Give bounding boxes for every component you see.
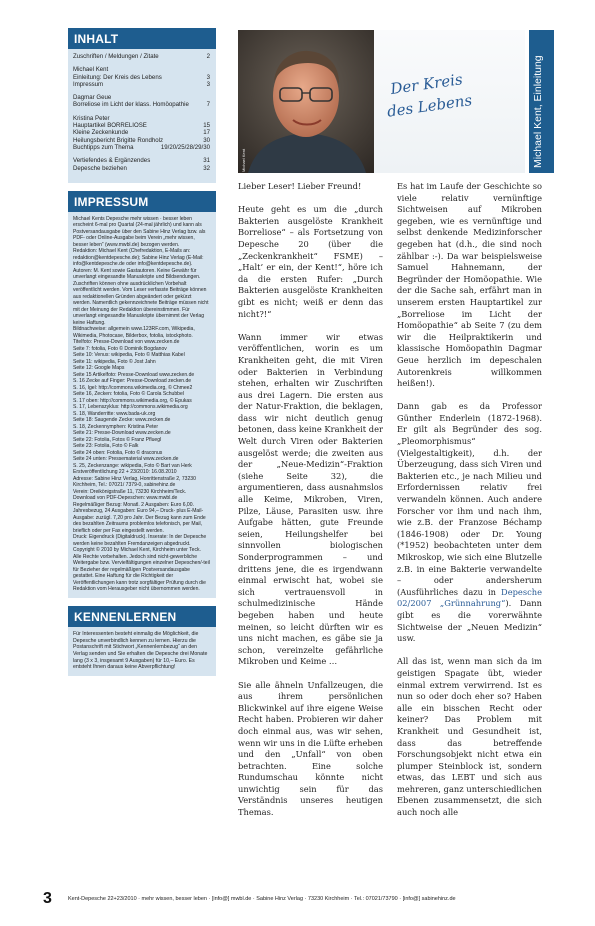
page-number: 3 [43,890,52,907]
text-span: ). Dann gibt es die vorerwähnte Sichtweise der „Neuen Medizin“ usw. [397,598,542,644]
impressum-heading: IMPRESSUM [68,191,216,212]
toc-entry[interactable] [73,81,210,88]
impressum-line: Seite 15 Artikelfoto: Presse-Download www.zecken.de [73,371,195,378]
sidebar [68,28,216,676]
impressum-line: Seite 10: Venus: wikipedia, Foto © Matthias Kabel [73,352,185,359]
toc-entry-label: Buchtipps zum Thema [73,143,134,151]
script-title-line1: Der Kreis [389,70,464,99]
toc-entry-label: Depesche beziehen [73,164,127,172]
impressum-line: S. 16, Igel: http://commons.wikimedia.org, © Chmee2 [73,384,193,391]
kennenlernen-heading: KENNENLERNEN [68,606,216,627]
text-span: Dann gab es da Professor Günther Enderlein (1872-1968). Er gilt als Begründer des sog. „Pleomorphismus“ (Vielgestaltigkeit), d.h. der Überzeugung, dass sich Viren und Bakterien etc., je nach Milieu und Erfordernissen relativ frei verwandeln können. Auch andere Forscher vor ihm und nach ihm, wie z.B. der Franzose Béchamp (1846-1908) oder Dr. Young (*1952) beobachteten unter dem Mikroskop, wie sich eine Blutzelle z.B. in eine Bakterie verwandelte – oder andersherum (Ausführliches dazu in [397,401,542,597]
toc-group [73,66,210,88]
toc-entry-label: Zuschriften / Meldungen / Zitate [73,53,159,60]
depesche-link[interactable]: Depesche 02/2007 „Grünnahrung“ [397,586,542,609]
article-column-2 [397,181,542,819]
impressum-line: S. 18, Wanderritte: www.bada-uk.org [73,410,156,417]
article-paragraph [397,401,542,644]
header-photo [238,30,525,173]
impressum-line: Druck: Eigendruck (Digitaldruck). Inserate: In der Depesche werden keine bezahlten Fremdanzeigen abgedruckt. [73,534,207,547]
toc-entry-label: Einleitung: Der Kreis des Lebens [73,73,162,81]
impressum-line: Bildnachweise: allgemein www.123RF.com, Wikipedia, Wikimedia, Photocase, Bilderbox, fotolia, istockphoto. [73,326,195,339]
toc-entry-label: Heilungsbericht Brigitte Rondholz [73,136,164,144]
impressum-line: Seite 21: Presse-Download www.zecken.de [73,430,171,437]
toc-group [73,157,210,172]
impressum-line: Seite 23: Fotolia, Foto © Falk [73,443,139,450]
impressum-line: Seite 24 oben: Fotolia, Foto © draconus [73,449,163,456]
impressum-line: Seite 16, Zecken: fotolia, Foto © Carola Schubbel [73,391,184,398]
impressum-line: Seite 22: Fotolia, Fotos © Franz Pfluegl [73,436,162,443]
toc-entry[interactable] [73,165,210,172]
impressum-text [68,212,216,598]
impressum-line: S. 16 Zecke auf Finger: Presse-Download zecken.de [73,378,192,385]
impressum-line: Redaktion: Michael Kent (Chefredaktion, E-Mails an: redaktion@kentdepesche.de); Sabine Hinz Verlag (E-Mail: info@kentdepesche.de oder info@kentdepesche.de). [73,248,204,268]
inhalt-heading: INHALT [68,28,216,49]
toc-entry-page: 7 [206,101,210,109]
toc-entry-page: 30 [203,136,210,144]
toc-entry[interactable] [73,129,210,136]
toc-entry[interactable] [73,66,210,73]
toc-entry-page: 2 [206,53,210,60]
impressum-line: Autoren: M. Kent sowie Gastautoren. Keine Gewähr für unverlangt eingesandte Manuskripte und Bildsendungen. Zuschriften können ohne ausdrücklichen Vorbehalt veröffentlicht werden. Vom Leser verfasste Beiträge können aus redaktionellen Gründen abgeändert oder gekürzt werden. Namentlich gekennzeichnete Beiträge müssen nicht mit der Meinung der Redaktion übereinstimmen. Für unverlangt eingesandte Manuskripte übernimmt der Verlag keine Haftung. [73,267,209,326]
toc-entry-page: 19/20/25/28/29/30 [160,143,210,151]
impressum-line: Seite 11: wikipedia, Foto © Jost Jahn [73,358,156,365]
toc-entry[interactable] [73,122,210,129]
toc-entry[interactable] [73,157,210,164]
toc-entry[interactable] [73,94,210,101]
impressum-line: Erstveröffentlichung 22 + 23/2010: 16.08.2010 [73,469,177,476]
article-column-1 [238,181,383,830]
impressum-line: Regelmäßiger Bezug: Monatl. 2 Ausgaben: Euro 6,00. Jahresbezug, 24 Ausgaben: Euro 94,– Druck- plus E-Mail-Ausgabe: zuzügl. 7,20 pro Jahr. Der Bezug kann zum Ende des bezahlten Zeitraums problemlos telefonisch, per Mail, brieflich oder per Fax eingestellt werden. [73,501,206,534]
toc-group [73,53,210,60]
article-paragraph: Wann immer wir etwas veröffentlichen, worin es um Krankheiten geht, die mit Viren oder Bakterien in Verbindung stehen, erhalten wir Zuschriften aus drei Lagern. Die ersten aus der Natur-Fraktion, die beklagen, dass wir nicht deutlich genug betonen, dass keine Krankheit der Welt durch Viren oder Bakterien ausgelöst werde; die zweiten aus der „Neue-Medizin“-Fraktion (siehe Seite 32), die argumentieren, dass ausnahmslos alle Keime, Mikroben, Viren, Pilze, Läuse, Parasiten usw. ihre Aufgabe hätten, gute Freunde seien, Heilungshelfer bei sinnvollen biologischen Sonderprogrammen – und drittens jene, die es irgendwann einmal erwischt hat, wobei sie sich vertrauensvoll in schulmedizinische Hände begeben haben und heute meinen, so leicht dürften wir es uns nicht machen, es gäbe sie ja schon, vereinzelte gefährliche Mikroben und Keime … [238,331,383,667]
page-footer: Kent-Depesche 22+23/2010 · mehr wissen, besser leben · [info@] mwbl.de · Sabine Hinz Verlag · 73230 Kirchheim · Tel.: 07021/73790 · [info@] sabinehinz.de [68,896,456,902]
toc-entry-page: 3 [206,80,210,88]
toc-entry-page: 17 [203,129,210,137]
impressum-line: Seite 24 unten: Pressematerial www.zecken.de [73,456,179,463]
toc-entry-label: Dagmar Geue [73,94,112,102]
impressum-line: Adresse: Sabine Hinz Verlag, Honrittenstraße 2, 73230 Kirchheim, Tel.: 07021/ 7379-0, sabinehinz.de [73,475,196,489]
toc-entry[interactable] [73,144,210,151]
article-paragraph: All das ist, wenn man sich da im geistigen Spagate übt, wieder einmal extrem verwirrend. Ist es nun so oder doch eher so? Haben alle ein bisschen Recht oder keiner? Das Problem mit Krankheit und Gesundheit ist, dass das betreffende Forschungsobjekt nicht etwa ein plumper Steinblock ist, sondern etwas, das LEBT und sich aus mehreren, ganz unterschiedlichen Ebenen zusammensetzt, die sich auch noch alle [397,656,542,818]
table-of-contents [68,49,216,183]
toc-entry-page: 31 [203,157,210,165]
toc-entry-page: 3 [206,73,210,81]
article-paragraph: Lieber Leser! Lieber Freund! [238,181,362,191]
toc-entry[interactable] [73,101,210,108]
kennenlernen-text: Für Interessenten besteht einmalig die Möglichkeit, die Depesche unverbindlich kennen zu lernen. Hierzu die Postanschrift mit Stichwort „Kennenlernbezug“ an den Verlag senden und Sie erhalten die Depesche drei Monate lang (3 x 3, insgesamt 9 Ausgaben) für 10,– Euro. Es entsteht Ihnen daraus keine Abverpflichtung! [68,627,216,676]
toc-entry-label: Kleine Zeckenkunde [73,129,129,137]
toc-entry-label: Kristina Peter [73,114,110,122]
toc-entry-label: Vertiefendes & Ergänzendes [73,157,151,165]
toc-entry-page: 32 [203,164,210,172]
impressum-line: Seite 7: fotolia, Foto © Dominik Bogdanov [73,345,167,352]
section-label: Michael Kent, Einleitung [532,55,544,168]
impressum-line: S. 18, Zeckennymphen: Kristina Peter [73,423,158,430]
toc-entry-label: Impressum [73,80,104,88]
toc-entry[interactable] [73,74,210,81]
article-paragraph: Sie alle ähneln Unfallzeugen, die aus ihrem persönlichen Blickwinkel auf ihre eigene Weise Recht haben. Probieren wir daher doch einmal aus, was wir sehen, wenn wir uns in die Lüfte erheben und den „Unfall“ von oben betrachten. Eine solche Rundumschau könnte nicht unwichtig sein für das Verständnis unseres heutigen Themas. [238,679,383,818]
impressum-line: Michael Kents Depesche mehr wissen · besser leben erscheint 6-mal pro Quartal (24-mal jährlich) und kann als Postversandausgabe über den Sabine Hinz Verlag bzw. als PDF- oder Online-Ausgabe beim Verein „mehr wissen, besser leben“ (www.mwbl.de) bezogen werden. [73,215,206,248]
impressum-line: S. 17 oben: http://commons.wikimedia.org, © Epukas [73,397,192,404]
impressum-line: Seite 18: Saugende Zecke: www.zecken.de [73,417,171,424]
impressum-line: S. 17, Lebenszyklus: http://commons.wikimedia.org [73,404,188,411]
photo-credit: Michael Kent [241,148,246,172]
toc-entry-label: Hauptartikel BORRELIOSE [73,122,147,130]
toc-group [73,94,210,109]
impressum-line: Seite 12: Google Maps [73,365,125,372]
toc-entry[interactable] [73,53,210,60]
toc-entry[interactable] [73,137,210,144]
author-portrait [238,30,374,173]
article-paragraph: Es hat im Laufe der Geschichte so viele relativ vernünftige Sichtweisen auf Mikroben gegeben, wie es vernünftige und selbst denkende Medizinforscher gegeben hat (d.h., die sind noch zählbar :-). Da war beispielsweise Samuel Hahnemann, der Begründer der Homöopathie. Wie der die Sache sah, erfährt man in unserem ersten Hauptartikel zur „Borreliose im Licht der Homöopathie“ ab Seite 7 (zu dem wir die Heilpraktikerin und klassische Homöopathin Dagmar Geue herzlich im depeschalen Autorenkreis willkommen heißen!). [397,181,542,389]
toc-entry[interactable] [73,115,210,122]
impressum-line: Copyright © 2010 by Michael Kent, Kirchheim unter Teck. Alle Rechte vorbehalten. Jedoch sind nicht-gewerbliche Weitergabe bzw. Vervielfältigungen einzelner Depeschen/-teil für Bezieher der regelmäßigen Postversandausgabe gestattet. Eine Haftung für die Richtigkeit der Veröffentlichungen kann trotz sorgfältiger Prüfung durch die Redaktion vom Herausgeber nicht übernommen werden. [73,547,210,593]
toc-group [73,115,210,151]
toc-entry-page: 15 [203,122,210,130]
impressum-line: Verein: Dreikönigstraße 11, 73230 Kirchheim/Teck. Download von PDF-Depeschen: www.mwbl.de [73,488,187,502]
vertical-section-strip [529,30,554,173]
toc-entry-label: Michael Kent [73,66,109,74]
script-title-line2: des Lebens [385,91,474,121]
impressum-line: S. 25, Zeckenzange: wikipedia, Foto © Bart van Herk [73,462,192,469]
toc-entry-label: Borreliose im Licht der klass. Homöopathie [73,101,189,109]
article-paragraph: Heute geht es um die „durch Bakterien ausgelöste Krankheit Borreliose“ – als Fortsetzung von Depesche 20 (über die „Zeckenkrankheit“ FSME) – „Halt’ er ein, der Kent!“, höre ich da die ersten Rufer: „Durch Bakterien ausgelöste Krankheiten gibt es nicht; weiß er denn das nicht?!“ [238,204,383,319]
impressum-line: Titelfoto: Presse-Download von www.zecken.de [73,339,180,346]
